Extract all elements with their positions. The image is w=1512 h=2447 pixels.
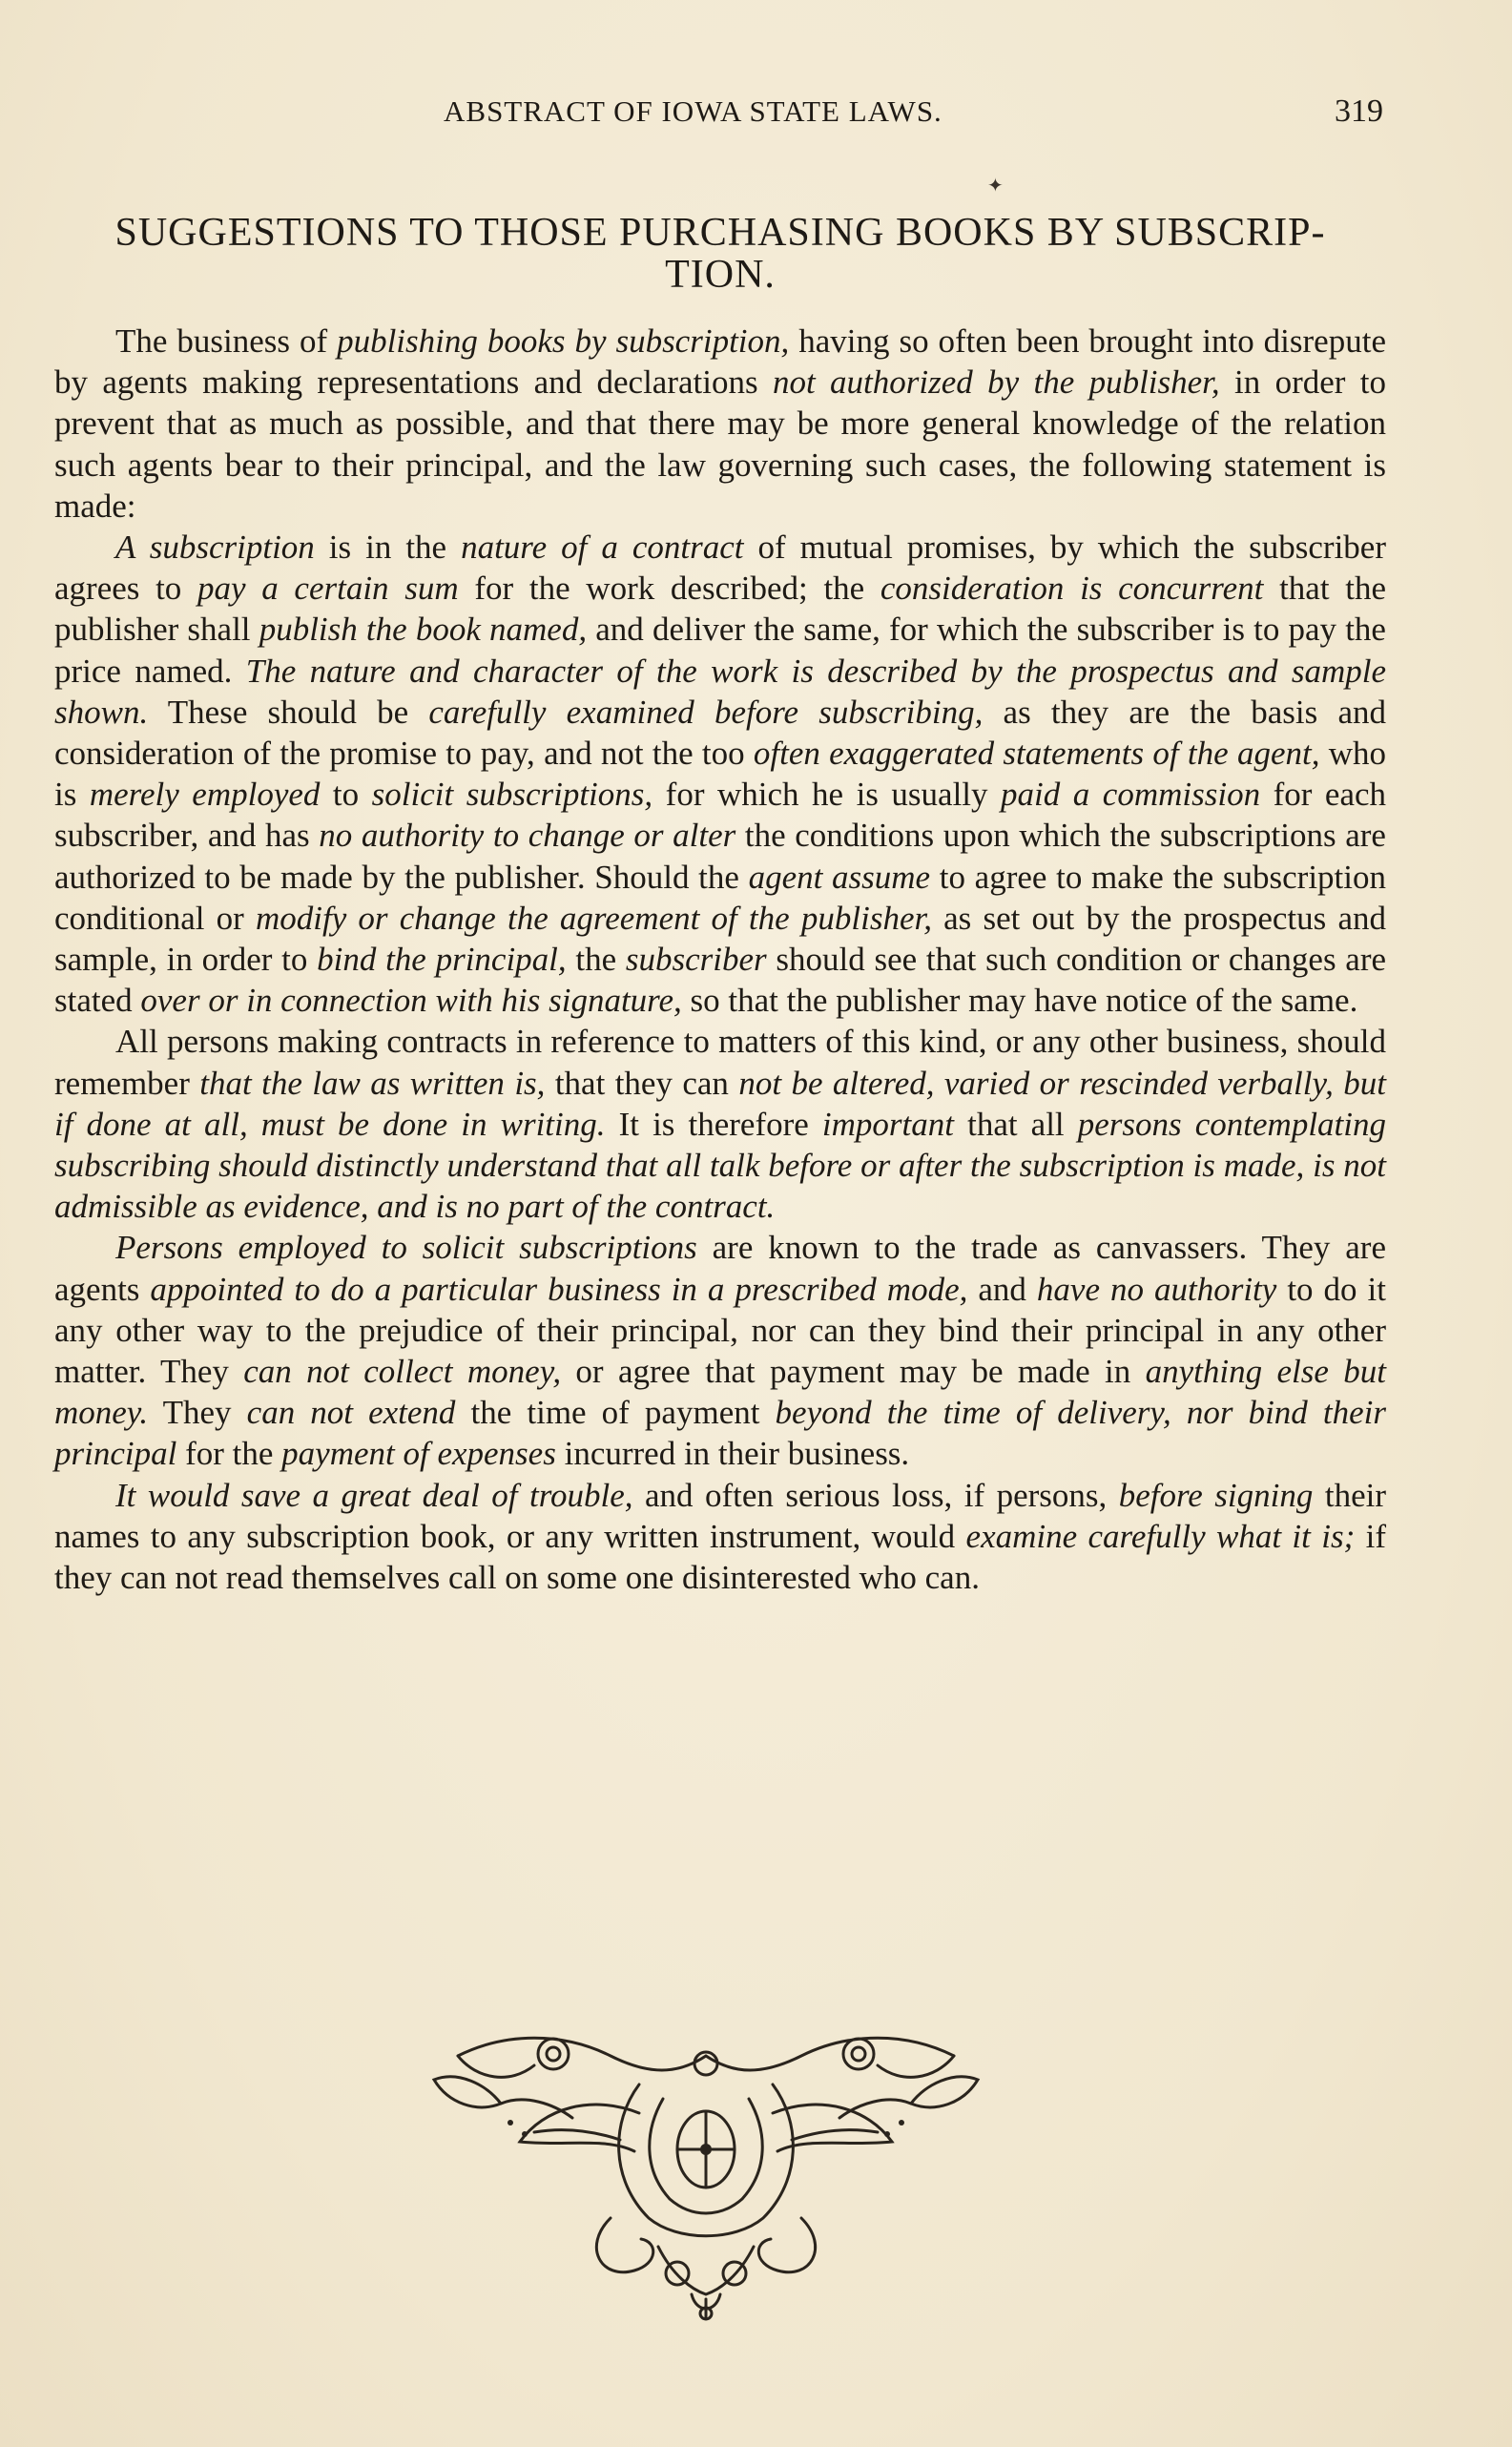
paragraph-4: Persons employed to solicit subscriptions are known to the trade as canvassers. They are agents appointed to do a particular business in a prescribed mode, and have no authority to do it any other way to the prejudice of their principal, nor can they bind their principal in any other matter. They can not collect money, or agree that payment may be made in anything else but money. They can not extend the time of payment beyond the time of delivery, nor bind their principal for the payment of expenses incurred in their business. — [54, 1229, 1387, 1473]
page-number: 319 — [1335, 93, 1383, 129]
tailpiece-ornament-icon — [420, 2027, 992, 2323]
running-title: ABSTRACT OF IOWA STATE LAWS. — [444, 94, 942, 128]
paragraph-5: It would save a great deal of trouble, and often serious loss, if persons, before signing their names to any subscription book, or any written instrument, would examine carefully what it is; if they can not read themselves call on some one disinterested who can. — [54, 1476, 1386, 1597]
paragraph-3: All persons making contracts in reference to matters of this kind, or any other business, should remember that the law as written is, that they can not be altered, varied or rescinded verbally, but if done at all, must be done in writing. It is therefore important that all persons contemplating subscribing should distinctly understand that all talk before or after the subscription is made, is not admissible as evidence, and is no part of the contract. — [54, 1023, 1387, 1226]
section-title — [52, 212, 1388, 296]
section-title-line2: TION. — [665, 253, 776, 297]
section-title-line1: SUGGESTIONS TO THOSE PURCHASING BOOKS BY SUBSCRIP- — [114, 211, 1326, 255]
paragraph-2: A subscription is in the nature of a contract of mutual promises, by which the subscriber agrees to pay a certain sum for the work described; the consideration is concurrent that the publisher shall publish the book named, and deliver the same, for which the subscriber is to pay the price named. The nature and character of the work is described by the prospectus and sample shown. These should be carefully examined before subscribing, as they are the basis and consideration of the promise to pay, and not the too often exaggerated statements of the agent, who is merely employed to solicit subscriptions, for which he is usually paid a commission for each subscriber, and has no authority to change or alter the conditions upon which the subscriptions are authorized to be made by the publisher. Should the agent assume to agree to make the subscription conditional or modify or change the agreement of the publisher, as set out by the prospectus and sample, in order to bind the principal, the subscriber should see that such condition or changes are stated over or in connection with his signature, so that the publisher may have notice of the same. — [54, 529, 1387, 1020]
article-body — [54, 321, 1386, 1598]
star-mark-icon: ✦ — [987, 176, 1004, 197]
paragraph-1: The business of publishing books by subscription, having so often been brought into disrepute by agents making representations and declarations not authorized by the publisher, in order to prevent that as much as possible, and that there may be more general knowledge of the relation such agents bear to their principal, and the law governing such cases, the following statement is made: — [54, 322, 1386, 525]
running-header — [444, 93, 1383, 130]
